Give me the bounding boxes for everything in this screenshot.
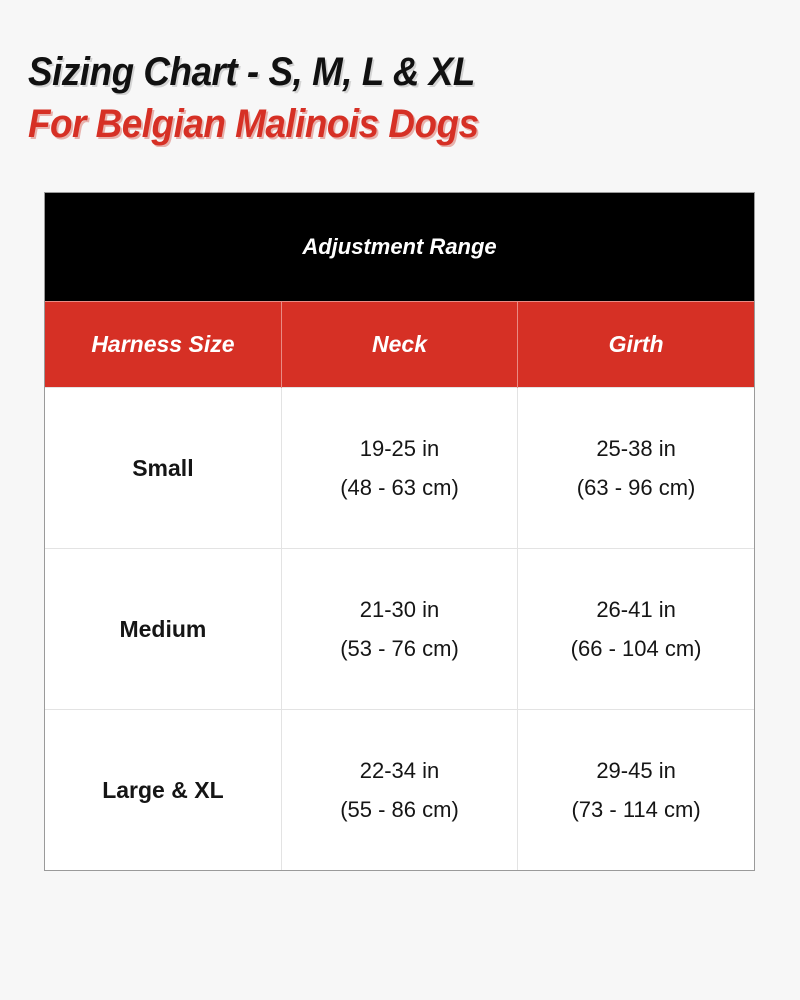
neck-inches: 21-30 in: [359, 597, 440, 622]
girth-centimeters: (66 - 104 cm): [570, 636, 702, 661]
girth-centimeters: (73 - 114 cm): [571, 797, 701, 822]
table-caption: Adjustment Range: [45, 193, 754, 302]
neck-cell: [281, 388, 517, 549]
neck-cell: [281, 549, 517, 710]
girth-cell: [518, 388, 754, 549]
table-row: [45, 710, 754, 871]
header-harness-size: Harness Size: [45, 302, 281, 388]
size-cell: Large & XL: [45, 710, 281, 871]
neck-centimeters: (48 - 63 cm): [340, 475, 459, 500]
header-girth: Girth: [518, 302, 754, 388]
girth-inches: 29-45 in: [596, 758, 676, 783]
header-neck: Neck: [281, 302, 517, 388]
neck-centimeters: (55 - 86 cm): [340, 797, 459, 822]
sizing-table: [44, 192, 755, 871]
table-row: [45, 549, 754, 710]
girth-centimeters: (63 - 96 cm): [576, 475, 696, 500]
girth-inches: 26-41 in: [596, 597, 676, 622]
neck-inches: 22-34 in: [359, 758, 440, 783]
table-row: [45, 388, 754, 549]
page-subtitle: For Belgian Malinois Dogs: [28, 102, 479, 146]
size-cell: Small: [45, 388, 281, 549]
girth-cell: [518, 549, 754, 710]
neck-inches: 19-25 in: [359, 436, 440, 461]
page-title: Sizing Chart - S, M, L & XL: [28, 50, 475, 94]
size-cell: Medium: [45, 549, 281, 710]
neck-cell: [281, 710, 517, 871]
page-title-block: [28, 46, 518, 150]
girth-inches: 25-38 in: [596, 436, 676, 461]
neck-centimeters: (53 - 76 cm): [340, 636, 459, 661]
girth-cell: [518, 710, 754, 871]
